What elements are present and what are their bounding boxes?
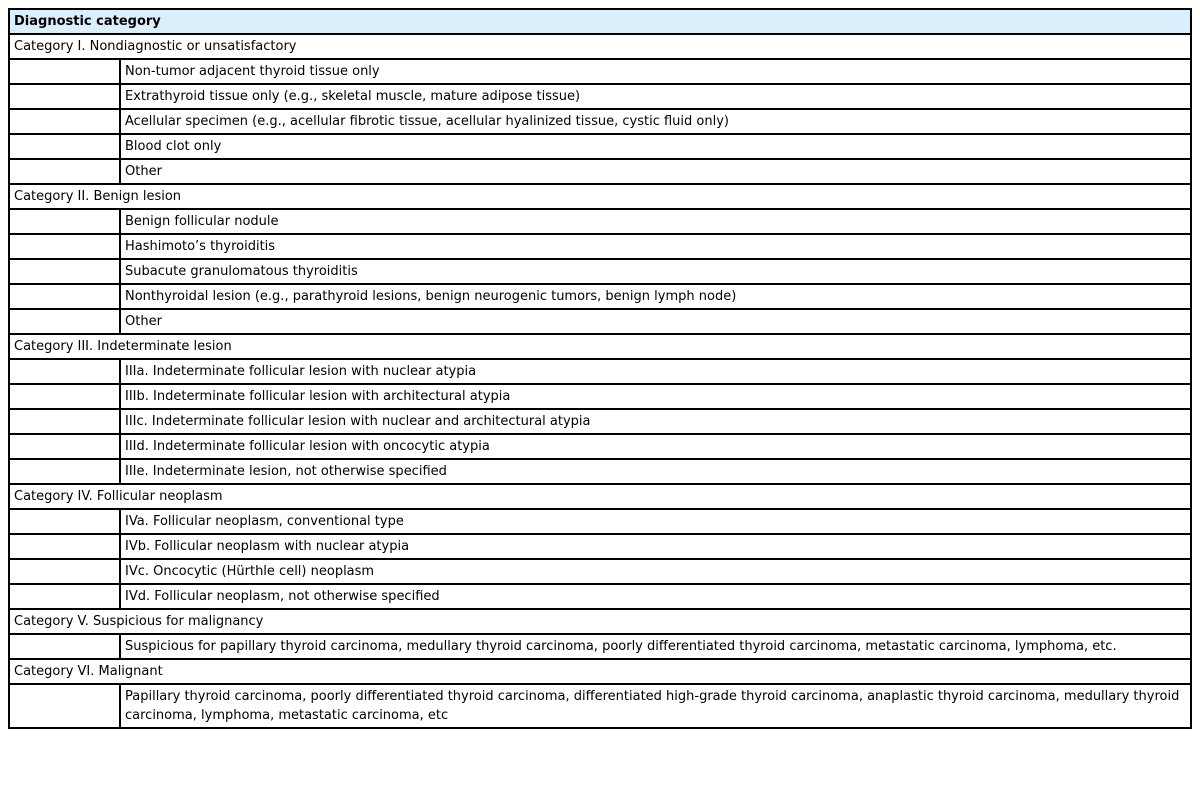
- subcategory-text: Suspicious for papillary thyroid carcinoma, medullary thyroid carcinoma, poorly differentiated thyroid carcinoma, metastatic carcinoma, lymphoma, etc.: [120, 634, 1191, 659]
- category-row: [9, 34, 1191, 59]
- indent-cell: [9, 234, 120, 259]
- subcategory-text: Subacute granulomatous thyroiditis: [120, 259, 1191, 284]
- indent-cell: [9, 459, 120, 484]
- subcategory-row: [9, 684, 1191, 728]
- subcategory-text: IVb. Follicular neoplasm with nuclear atypia: [120, 534, 1191, 559]
- subcategory-row: [9, 109, 1191, 134]
- indent-cell: [9, 634, 120, 659]
- indent-cell: [9, 534, 120, 559]
- subcategory-row: [9, 459, 1191, 484]
- subcategory-row: [9, 409, 1191, 434]
- subcategory-row: [9, 84, 1191, 109]
- subcategory-text: IIIc. Indeterminate follicular lesion with nuclear and architectural atypia: [120, 409, 1191, 434]
- subcategory-text: Other: [120, 309, 1191, 334]
- subcategory-row: [9, 534, 1191, 559]
- category-title: Category VI. Malignant: [9, 659, 1191, 684]
- subcategory-row: [9, 209, 1191, 234]
- subcategory-text: Nonthyroidal lesion (e.g., parathyroid lesions, benign neurogenic tumors, benign lymph node): [120, 284, 1191, 309]
- subcategory-row: [9, 234, 1191, 259]
- indent-cell: [9, 309, 120, 334]
- indent-cell: [9, 509, 120, 534]
- subcategory-row: [9, 359, 1191, 384]
- subcategory-row: [9, 509, 1191, 534]
- subcategory-text: IVa. Follicular neoplasm, conventional type: [120, 509, 1191, 534]
- category-title: Category III. Indeterminate lesion: [9, 334, 1191, 359]
- indent-cell: [9, 84, 120, 109]
- category-row: [9, 484, 1191, 509]
- subcategory-row: [9, 434, 1191, 459]
- subcategory-text: IIIa. Indeterminate follicular lesion with nuclear atypia: [120, 359, 1191, 384]
- subcategory-row: [9, 559, 1191, 584]
- indent-cell: [9, 434, 120, 459]
- indent-cell: [9, 209, 120, 234]
- indent-cell: [9, 59, 120, 84]
- category-title: Category II. Benign lesion: [9, 184, 1191, 209]
- category-title: Category IV. Follicular neoplasm: [9, 484, 1191, 509]
- diagnostic-category-table: [8, 8, 1192, 729]
- subcategory-row: [9, 259, 1191, 284]
- subcategory-text: IIId. Indeterminate follicular lesion with oncocytic atypia: [120, 434, 1191, 459]
- subcategory-row: [9, 384, 1191, 409]
- subcategory-text: Acellular specimen (e.g., acellular fibrotic tissue, acellular hyalinized tissue, cystic fluid only): [120, 109, 1191, 134]
- subcategory-text: IIIe. Indeterminate lesion, not otherwise specified: [120, 459, 1191, 484]
- subcategory-text: IVd. Follicular neoplasm, not otherwise specified: [120, 584, 1191, 609]
- subcategory-text: Papillary thyroid carcinoma, poorly differentiated thyroid carcinoma, differentiated high-grade thyroid carcinoma, anaplastic thyroid carcinoma, medullary thyroid carcinoma, lymphoma, metastatic carcinoma, etc: [120, 684, 1191, 728]
- subcategory-row: [9, 134, 1191, 159]
- table-header-row: [9, 9, 1191, 34]
- table-body: [9, 34, 1191, 728]
- indent-cell: [9, 684, 120, 728]
- subcategory-text: Extrathyroid tissue only (e.g., skeletal muscle, mature adipose tissue): [120, 84, 1191, 109]
- subcategory-text: IVc. Oncocytic (Hürthle cell) neoplasm: [120, 559, 1191, 584]
- subcategory-row: [9, 284, 1191, 309]
- category-title: Category I. Nondiagnostic or unsatisfactory: [9, 34, 1191, 59]
- subcategory-row: [9, 59, 1191, 84]
- indent-cell: [9, 409, 120, 434]
- subcategory-text: Hashimoto’s thyroiditis: [120, 234, 1191, 259]
- indent-cell: [9, 359, 120, 384]
- indent-cell: [9, 384, 120, 409]
- indent-cell: [9, 559, 120, 584]
- subcategory-row: [9, 309, 1191, 334]
- subcategory-row: [9, 634, 1191, 659]
- category-row: [9, 334, 1191, 359]
- subcategory-text: IIIb. Indeterminate follicular lesion with architectural atypia: [120, 384, 1191, 409]
- subcategory-row: [9, 159, 1191, 184]
- category-row: [9, 184, 1191, 209]
- subcategory-text: Benign follicular nodule: [120, 209, 1191, 234]
- subcategory-text: Other: [120, 159, 1191, 184]
- indent-cell: [9, 284, 120, 309]
- category-title: Category V. Suspicious for malignancy: [9, 609, 1191, 634]
- indent-cell: [9, 134, 120, 159]
- indent-cell: [9, 109, 120, 134]
- indent-cell: [9, 259, 120, 284]
- indent-cell: [9, 584, 120, 609]
- subcategory-text: Non-tumor adjacent thyroid tissue only: [120, 59, 1191, 84]
- subcategory-row: [9, 584, 1191, 609]
- subcategory-text: Blood clot only: [120, 134, 1191, 159]
- category-row: [9, 659, 1191, 684]
- table-header: Diagnostic category: [9, 9, 1191, 34]
- category-row: [9, 609, 1191, 634]
- indent-cell: [9, 159, 120, 184]
